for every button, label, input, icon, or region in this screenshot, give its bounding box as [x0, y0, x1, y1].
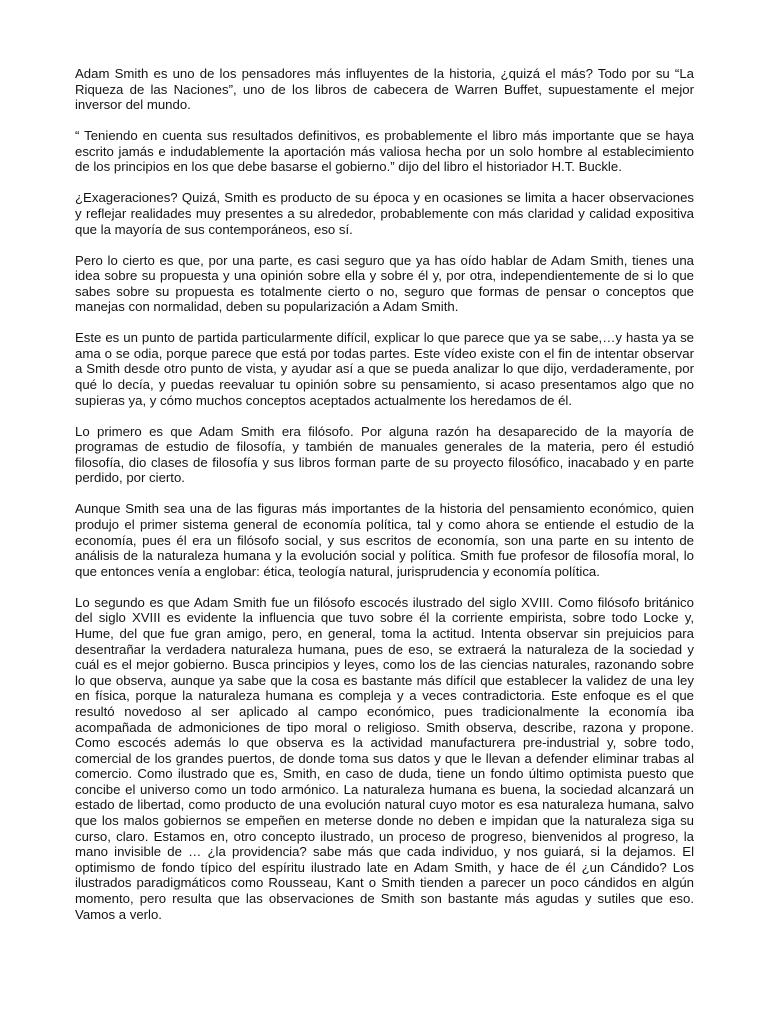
document-page	[75, 66, 694, 922]
paragraph-4: Pero lo cierto es que, por una parte, es casi seguro que ya has oído hablar de Adam Smith, tienes una idea sobre su propuesta y una opinión sobre ella y sobre él y, por otra, independientemente de si lo que sabes sobre su propuesta es totalmente cierto o no, seguro que formas de pensar o conceptos que manejas con normalidad, deben su popularización a Adam Smith.	[75, 252, 694, 315]
paragraph-5: Este es un punto de partida particularmente difícil, explicar lo que parece que ya se sabe,…y hasta ya se ama o se odia, porque parece que está por todas partes. Este vídeo existe con el fin de intentar observar a Smith desde otro punto de vista, y ayudar así a que se pueda analizar lo que dijo, verdaderamente, por qué lo decía, y puedas reevaluar tu opinión sobre su pensamiento, si acaso presentamos algo que no supieras ya, y cómo muchos conceptos aceptados actualmente los heredamos de él.	[75, 330, 694, 408]
paragraph-7: Aunque Smith sea una de las figuras más importantes de la historia del pensamiento económico, quien produjo el primer sistema general de economía política, tal y como ahora se entiende el estudio de la economía, pues él era un filósofo social, y sus escritos de economía, son una parte en su intento de análisis de la naturaleza humana y la evolución social y política. Smith fue profesor de filosofía moral, lo que entonces venía a englobar: ética, teología natural, jurisprudencia y economía política.	[75, 501, 694, 579]
paragraph-3: ¿Exageraciones? Quizá, Smith es producto de su época y en ocasiones se limita a hacer observaciones y reflejar realidades muy presentes a su alrededor, probablemente con más claridad y calidad expositiva que la mayoría de sus contemporáneos, eso sí.	[75, 190, 694, 237]
paragraph-2: “ Teniendo en cuenta sus resultados definitivos, es probablemente el libro más importante que se haya escrito jamás e indudablemente la aportación más valiosa hecha por un solo hombre al establecimiento de los principios en los que debe basarse el gobierno.” dijo del libro el historiador H.T. Buckle.	[75, 128, 694, 175]
paragraph-1: Adam Smith es uno de los pensadores más influyentes de la historia, ¿quizá el más? Todo por su “La Riqueza de las Naciones”, uno de los libros de cabecera de Warren Buffet, supuestamente el mejor inversor del mundo.	[75, 66, 694, 113]
paragraph-6: Lo primero es que Adam Smith era filósofo. Por alguna razón ha desaparecido de la mayoría de programas de estudio de filosofía, y también de manuales generales de la materia, pero él estudió filosofía, dio clases de filosofía y sus libros forman parte de su proyecto filosófico, inacabado y en parte perdido, por cierto.	[75, 423, 694, 486]
paragraph-8: Lo segundo es que Adam Smith fue un filósofo escocés ilustrado del siglo XVIII. Como filósofo británico del siglo XVIII es evidente la influencia que tuvo sobre él la corriente empirista, sobre todo Locke y, Hume, del que fue gran amigo, pero, en general, toma la actitud. Intenta observar sin prejuicios para desentrañar la verdadera naturaleza humana, pues de eso, se extraerá la naturaleza de la sociedad y cuál es el mejor gobierno. Busca principios y leyes, como los de las ciencias naturales, razonando sobre lo que observa, aunque ya sabe que la cosa es bastante más difícil que establecer la validez de una ley en física, porque la naturaleza humana es compleja y a veces contradictoria. Este enfoque es el que resultó novedoso al ser aplicado al campo económico, pues tradicionalmente la economía iba acompañada de admoniciones de tipo moral o religioso. Smith observa, describe, razona y propone. Como escocés además lo que observa es la actividad manufacturera pre-industrial y, sobre todo, comercial de los grandes puertos, de donde toma sus datos y que le llevan a defender eliminar trabas al comercio. Como ilustrado que es, Smith, en caso de duda, tiene un fondo último optimista puesto que concibe el universo como un todo armónico. La naturaleza humana es buena, la sociedad alcanzará un estado de libertad, como producto de una evolución natural cuyo motor es esa naturaleza humana, salvo que los malos gobiernos se empeñen en meterse donde no deben e impidan que la naturaleza siga su curso, claro. Estamos en, otro concepto ilustrado, un proceso de progreso, bienvenidos al progreso, la mano invisible de … ¿la providencia? sabe más que cada individuo, y nos guiará, si la dejamos. El optimismo de fondo típico del espíritu ilustrado late en Adam Smith, y hace de él ¿un Cándido? Los ilustrados paradigmáticos como Rousseau, Kant o Smith tienden a parecer un poco cándidos en algún momento, pero resulta que las observaciones de Smith son bastante más agudas y sutiles que eso. Vamos a verlo.	[75, 594, 694, 922]
